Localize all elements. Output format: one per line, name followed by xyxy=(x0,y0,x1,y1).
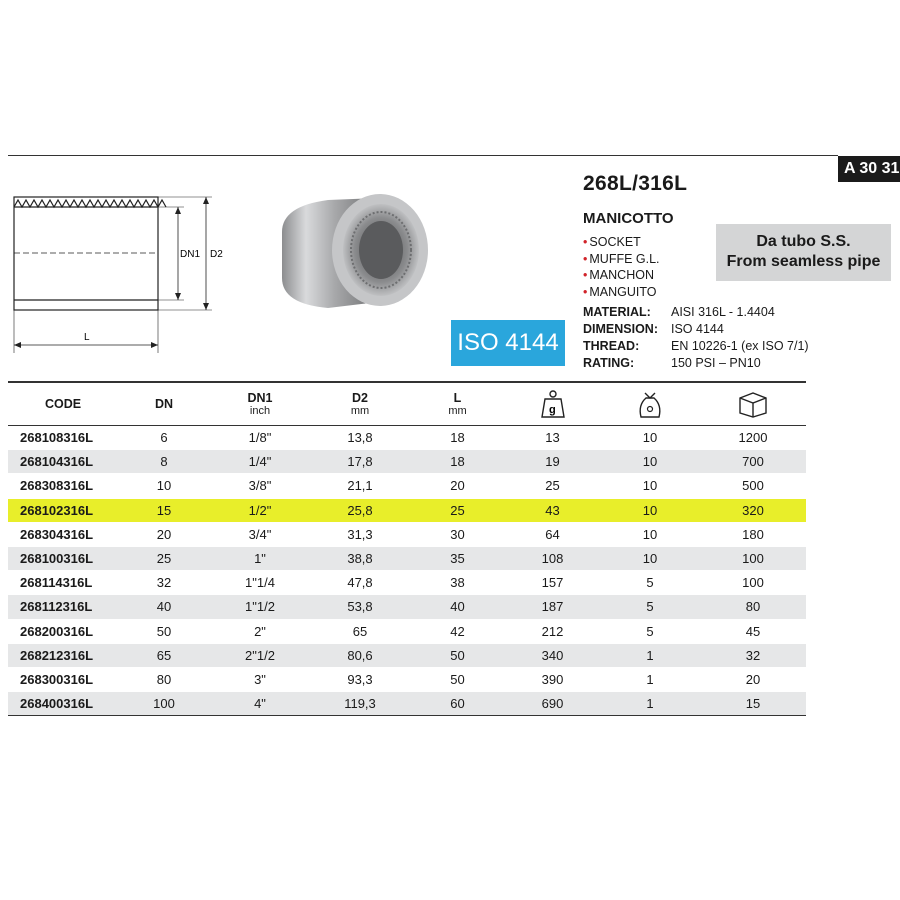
translated-names xyxy=(583,234,660,300)
cell-code: 268308316L xyxy=(8,474,118,498)
cell-box-qty: 320 xyxy=(700,498,806,522)
cell-bag-qty: 10 xyxy=(600,474,700,498)
dn1-dimension-label: DN1 xyxy=(180,249,201,260)
cell-code: 268114316L xyxy=(8,571,118,595)
weight-unit-label: g xyxy=(548,404,556,416)
cell-d2: 53,8 xyxy=(310,595,410,619)
cell-weight: 108 xyxy=(505,546,600,570)
cell-box-qty: 80 xyxy=(700,595,806,619)
cell-l: 35 xyxy=(410,546,505,570)
cell-d2: 93,3 xyxy=(310,667,410,691)
cell-bag-qty: 5 xyxy=(600,571,700,595)
cell-box-qty: 500 xyxy=(700,474,806,498)
cell-bag-qty: 10 xyxy=(600,450,700,474)
table-row xyxy=(8,692,806,716)
cell-d2: 119,3 xyxy=(310,692,410,716)
cell-bag-qty: 1 xyxy=(600,667,700,691)
cell-dn: 10 xyxy=(118,474,210,498)
cell-dn1: 1" xyxy=(210,546,310,570)
cell-d2: 13,8 xyxy=(310,426,410,450)
spec-list xyxy=(583,304,809,372)
table-row xyxy=(8,667,806,691)
cell-d2: 80,6 xyxy=(310,643,410,667)
cell-d2: 31,3 xyxy=(310,522,410,546)
cell-dn: 100 xyxy=(118,692,210,716)
cell-weight: 157 xyxy=(505,571,600,595)
cell-box-qty: 1200 xyxy=(700,426,806,450)
cell-weight: 187 xyxy=(505,595,600,619)
page-tab: A 30 31 xyxy=(838,156,900,182)
table-row xyxy=(8,546,806,570)
header-dn1-label: DN1 xyxy=(247,391,273,405)
table-body xyxy=(8,426,806,716)
cell-dn: 6 xyxy=(118,426,210,450)
cell-bag-qty: 1 xyxy=(600,692,700,716)
header-l-label: L xyxy=(453,391,462,405)
cell-code: 268108316L xyxy=(8,426,118,450)
cell-code: 268304316L xyxy=(8,522,118,546)
cell-l: 38 xyxy=(410,571,505,595)
product-title: 268L/316L xyxy=(583,172,688,195)
cell-weight: 690 xyxy=(505,692,600,716)
table-row xyxy=(8,571,806,595)
cell-l: 18 xyxy=(410,426,505,450)
cell-dn1: 2"1/2 xyxy=(210,643,310,667)
cell-code: 268100316L xyxy=(8,546,118,570)
cell-code: 268112316L xyxy=(8,595,118,619)
header-dn1-unit: inch xyxy=(249,405,271,417)
spec-value: ISO 4144 xyxy=(671,322,724,336)
cell-dn1: 1/2" xyxy=(210,498,310,522)
cell-dn1: 1"1/2 xyxy=(210,595,310,619)
spec-label: THREAD: xyxy=(583,339,640,353)
spec-value: EN 10226-1 (ex ISO 7/1) xyxy=(671,339,809,353)
cell-bag-qty: 5 xyxy=(600,619,700,643)
box-icon xyxy=(737,389,769,419)
cell-d2: 38,8 xyxy=(310,546,410,570)
table-row xyxy=(8,474,806,498)
name-item: • MUFFE G.L. xyxy=(583,251,660,268)
cell-dn1: 1/4" xyxy=(210,450,310,474)
spec-label: DIMENSION: xyxy=(583,322,658,336)
cell-dn: 40 xyxy=(118,595,210,619)
table-row-highlighted xyxy=(8,498,806,522)
cell-code: 268200316L xyxy=(8,619,118,643)
bag-icon xyxy=(637,389,663,419)
cell-code: 268300316L xyxy=(8,667,118,691)
cell-weight: 212 xyxy=(505,619,600,643)
name-item: • MANGUITO xyxy=(583,284,660,301)
product-table xyxy=(8,381,806,716)
cell-dn1: 3" xyxy=(210,667,310,691)
cell-box-qty: 20 xyxy=(700,667,806,691)
cell-dn: 80 xyxy=(118,667,210,691)
name-item: • SOCKET xyxy=(583,234,660,251)
cell-code: 268102316L xyxy=(8,498,118,522)
spec-label: MATERIAL: xyxy=(583,305,651,319)
cell-weight: 13 xyxy=(505,426,600,450)
header-rule xyxy=(8,155,838,156)
cell-d2: 25,8 xyxy=(310,498,410,522)
cell-l: 30 xyxy=(410,522,505,546)
header-box xyxy=(700,382,806,426)
cell-bag-qty: 1 xyxy=(600,643,700,667)
header-code: CODE xyxy=(8,382,118,426)
cell-d2: 65 xyxy=(310,619,410,643)
source-note-line: From seamless pipe xyxy=(726,253,881,270)
cell-dn: 65 xyxy=(118,643,210,667)
cell-box-qty: 45 xyxy=(700,619,806,643)
l-dimension-label: L xyxy=(84,332,90,343)
source-note-line: Da tubo S.S. xyxy=(756,233,851,250)
cell-dn: 32 xyxy=(118,571,210,595)
header-l xyxy=(410,382,505,426)
header-d2-label: D2 xyxy=(352,391,368,405)
cell-l: 50 xyxy=(410,667,505,691)
source-note xyxy=(716,224,891,281)
cell-weight: 25 xyxy=(505,474,600,498)
cell-l: 50 xyxy=(410,643,505,667)
cell-weight: 390 xyxy=(505,667,600,691)
cell-dn1: 2" xyxy=(210,619,310,643)
cell-dn1: 3/4" xyxy=(210,522,310,546)
cell-dn1: 1/8" xyxy=(210,426,310,450)
name-item: • MANCHON xyxy=(583,267,660,284)
cell-l: 60 xyxy=(410,692,505,716)
cell-code: 268104316L xyxy=(8,450,118,474)
cell-dn: 50 xyxy=(118,619,210,643)
cell-d2: 17,8 xyxy=(310,450,410,474)
d2-dimension-label: D2 xyxy=(210,249,223,260)
header-dn: DN xyxy=(118,382,210,426)
product-subtitle: MANICOTTO xyxy=(583,210,674,227)
product-photo xyxy=(268,182,438,327)
table-row xyxy=(8,450,806,474)
cell-box-qty: 15 xyxy=(700,692,806,716)
cell-bag-qty: 10 xyxy=(600,498,700,522)
header-bag xyxy=(600,382,700,426)
table-row xyxy=(8,522,806,546)
technical-drawing xyxy=(8,185,248,355)
cell-l: 18 xyxy=(410,450,505,474)
cell-dn: 20 xyxy=(118,522,210,546)
cell-l: 40 xyxy=(410,595,505,619)
cell-l: 20 xyxy=(410,474,505,498)
cell-box-qty: 100 xyxy=(700,571,806,595)
table-row xyxy=(8,426,806,450)
spec-value: 150 PSI – PN10 xyxy=(671,356,761,370)
header-l-unit: mm xyxy=(448,405,467,417)
cell-box-qty: 180 xyxy=(700,522,806,546)
iso-badge: ISO 4144 xyxy=(451,320,565,366)
cell-l: 42 xyxy=(410,619,505,643)
cell-box-qty: 700 xyxy=(700,450,806,474)
cell-dn1: 1"1/4 xyxy=(210,571,310,595)
table-row xyxy=(8,595,806,619)
cell-d2: 21,1 xyxy=(310,474,410,498)
header-dn1 xyxy=(210,382,310,426)
cell-code: 268212316L xyxy=(8,643,118,667)
spec-label: RATING: xyxy=(583,356,635,370)
header-d2-unit: mm xyxy=(350,405,370,417)
cell-weight: 19 xyxy=(505,450,600,474)
cell-dn1: 3/8" xyxy=(210,474,310,498)
cell-weight: 64 xyxy=(505,522,600,546)
cell-weight: 340 xyxy=(505,643,600,667)
table-header-row xyxy=(8,382,806,426)
cell-box-qty: 32 xyxy=(700,643,806,667)
cell-bag-qty: 10 xyxy=(600,546,700,570)
cell-bag-qty: 10 xyxy=(600,426,700,450)
cell-dn1: 4" xyxy=(210,692,310,716)
cell-bag-qty: 5 xyxy=(600,595,700,619)
table-row xyxy=(8,643,806,667)
table-row xyxy=(8,619,806,643)
spec-value: AISI 316L - 1.4404 xyxy=(671,305,775,319)
cell-bag-qty: 10 xyxy=(600,522,700,546)
cell-dn: 25 xyxy=(118,546,210,570)
cell-l: 25 xyxy=(410,498,505,522)
cell-d2: 47,8 xyxy=(310,571,410,595)
cell-dn: 8 xyxy=(118,450,210,474)
cell-weight: 43 xyxy=(505,498,600,522)
cell-dn: 15 xyxy=(118,498,210,522)
cell-box-qty: 100 xyxy=(700,546,806,570)
header-weight xyxy=(505,382,600,426)
header-d2 xyxy=(310,382,410,426)
weight-icon xyxy=(540,389,566,419)
cell-code: 268400316L xyxy=(8,692,118,716)
